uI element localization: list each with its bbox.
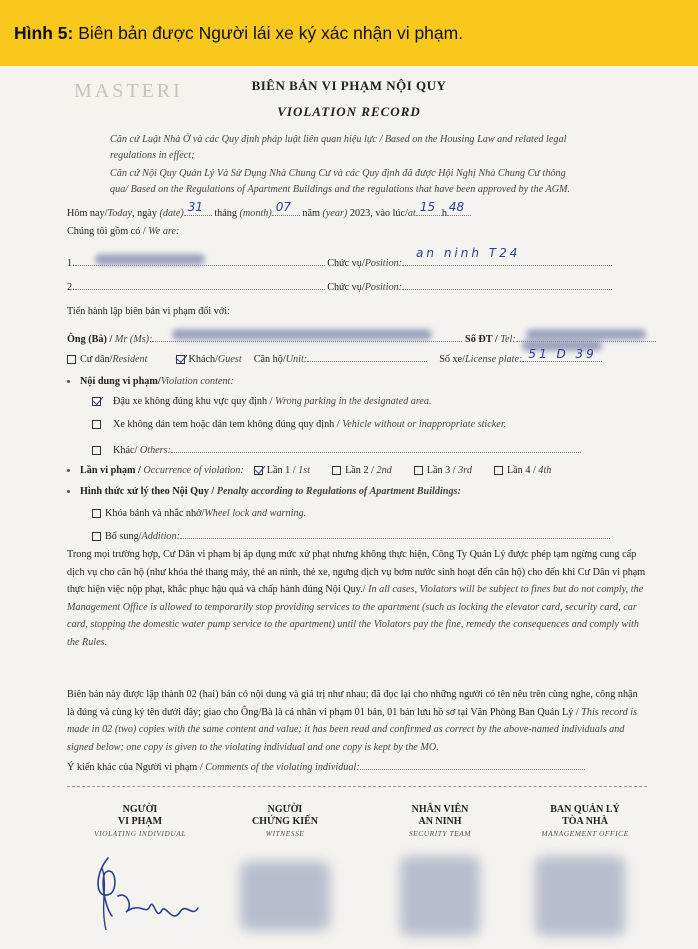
violator-signature <box>88 846 208 946</box>
date-day-value: 31 <box>187 200 204 214</box>
wrong-parking-checkbox-checked <box>92 397 101 406</box>
figure-caption-banner <box>0 0 698 66</box>
party-type-row: Cư dân/Resident Khách/Guest Căn hộ/Unit: Số xe/License plate: 51 D 39 <box>67 352 602 365</box>
guest-checkbox-checked <box>176 355 185 364</box>
redacted-witness-signature <box>240 861 330 931</box>
redacted-management-signature <box>535 856 625 936</box>
we-are-label: Chúng tôi gồm có / We are: <box>67 226 180 237</box>
signer-management: BAN QUẢN LÝ TÒA NHÀ MANAGEMENT OFFICE <box>541 804 629 838</box>
redacted-violator-name <box>172 329 432 340</box>
sticker-checkbox <box>92 420 101 429</box>
masteri-logo: MASTERI <box>74 80 183 102</box>
redacted-phone <box>526 329 646 340</box>
redacted-name <box>95 254 205 265</box>
redacted-security-signature <box>400 856 480 936</box>
wheel-lock-checkbox <box>92 509 101 518</box>
occurrence-2-checkbox <box>332 466 341 475</box>
violation-content-label: Nội dung vi phạm/Violation content: <box>67 376 234 387</box>
occurrence-row: Lần vi phạm / Occurrence of violation: Lần 1 / 1st Lần 2 / 2nd Lần 3 / 3rd Lần 4 / 4th <box>67 465 551 476</box>
proceed-label: Tiến hành lập biên bản vi phạm đối với: <box>67 306 230 317</box>
basis-housing-law: Căn cứ Luật Nhà Ở và các Quy định pháp luật liên quan hiệu lực / Based on the Housing Law and related legal <box>110 134 567 145</box>
figure-label: Hình 5: <box>14 22 74 43</box>
member-2-row: 2. Chức vụ/Position: <box>67 280 612 293</box>
violation-record-document <box>0 66 698 949</box>
member-1-row: 1. Chức vụ/Position: an ninh T24 <box>67 256 612 269</box>
violation-wrong-parking: Đậu xe không đúng khu vực quy định / Wrong parking in the designated area. <box>92 396 432 407</box>
signer-witness: NGƯỜI CHỨNG KIẾN WITNESSE <box>251 804 319 838</box>
date-line: Hôm nay/Today, ngày (date) 31 tháng (month) 07 năm (year) 2023, vào lúc/at 15 h 48 <box>67 206 471 219</box>
time-hour-value: 15 <box>419 200 436 214</box>
figure-caption-text: Biên bản được Người lái xe ký xác nhận vi phạm. <box>78 22 464 43</box>
license-plate-value: 51 D 39 <box>528 347 597 361</box>
date-month-value: 07 <box>275 200 292 214</box>
occurrence-1-checkbox-checked <box>254 466 263 475</box>
member-1-position-value: an ninh T24 <box>416 246 521 260</box>
time-minute-value: 48 <box>448 200 465 214</box>
violation-sticker: Xe không dán tem hoặc dán tem không đúng quy định / Vehicle without or inappropriate sticker. <box>92 419 506 430</box>
others-checkbox <box>92 446 101 455</box>
signer-violator: NGƯỜI VI PHẠM VIOLATING INDIVIDUAL <box>93 804 186 838</box>
penalty-addition: Bổ sung/Addition: <box>92 529 610 542</box>
basis-regulations: Căn cứ Nội Quy Quản Lý Và Sử Dụng Nhà Chung Cư và các Quy định đã được Hội Nghị Nhà Chung Cư thông <box>110 168 566 179</box>
signer-security: NHÂN VIÊN AN NINH SECURITY TEAM <box>408 804 472 838</box>
copies-paragraph: Biên bản này được lập thành 02 (hai) bản có nội dung và giá trị như nhau; đã đọc lại cho những người có tên nêu trên cùng nghe, công nhận là đúng và cùng ký tên dưới đây; giao cho Ông/Bà là cá nhân vi phạm 01 bản, 01 bản lưu hồ sơ tại Văn Phòng Ban Quản Lý / This record is made in 02 (two) copies with the same content and value; it has been read and confirmed as correct by the above-named individuals and signed below; one copy is given to the violating individual and one copy is kept by the MO. <box>67 689 638 753</box>
figure-caption <box>14 23 463 44</box>
document-title-vi: BIÊN BẢN VI PHẠM NỘI QUY <box>251 78 447 93</box>
occurrence-3-checkbox <box>414 466 423 475</box>
addition-checkbox <box>92 532 101 541</box>
violator-comments-row: Ý kiến khác của Người vi phạm / Comments of the violating individual: <box>67 760 585 773</box>
penalty-wheel-lock: Khóa bánh và nhắc nhở/Wheel lock and warning. <box>92 508 306 519</box>
basis-housing-law-cont: regulations in effect; <box>110 150 195 161</box>
document-title-en: VIOLATION RECORD <box>277 104 421 119</box>
violation-others: Khác/ Others: <box>92 443 581 456</box>
divider <box>67 786 647 787</box>
violator-name-row: Ông (Bà) / Mr (Ms): Số ĐT / Tel: <box>67 332 656 345</box>
penalty-label: Hình thức xử lý theo Nội Quy / Penalty according to Regulations of Apartment Buildings: <box>67 486 461 497</box>
basis-regulations-cont: qua/ Based on the Regulations of Apartment Buildings and the regulations that have been approved by the AGM. <box>110 184 571 195</box>
occurrence-4-checkbox <box>494 466 503 475</box>
resident-checkbox <box>67 355 76 364</box>
enforcement-paragraph: Trong mọi trường hợp, Cư Dân vi phạm bị áp dụng mức xử phạt nhưng không thực hiện, Công Ty Quản Lý được phép tạm ngừng cung cấp dịch vụ cho căn hộ (như khóa thẻ thang máy, thẻ an ninh, thẻ xe, ngưng dịch vụ bơm nước sinh hoạt đến căn hộ) cho đến khi Cư Dân vi phạm thực hiện việc nộp phạt, khắc phục hậu quả và chấp hành đúng Nội Quy./ In all cases, Violators will be subject to fines but do not comply, the Management Office is allowed to temporarily stop providing services to the apartment (such as locking the elevator card, security card, car card, stopping the domestic water pump service to the apartment) until the Violators pay the fine, remedy the consequences and comply with the Rules. <box>67 549 646 648</box>
